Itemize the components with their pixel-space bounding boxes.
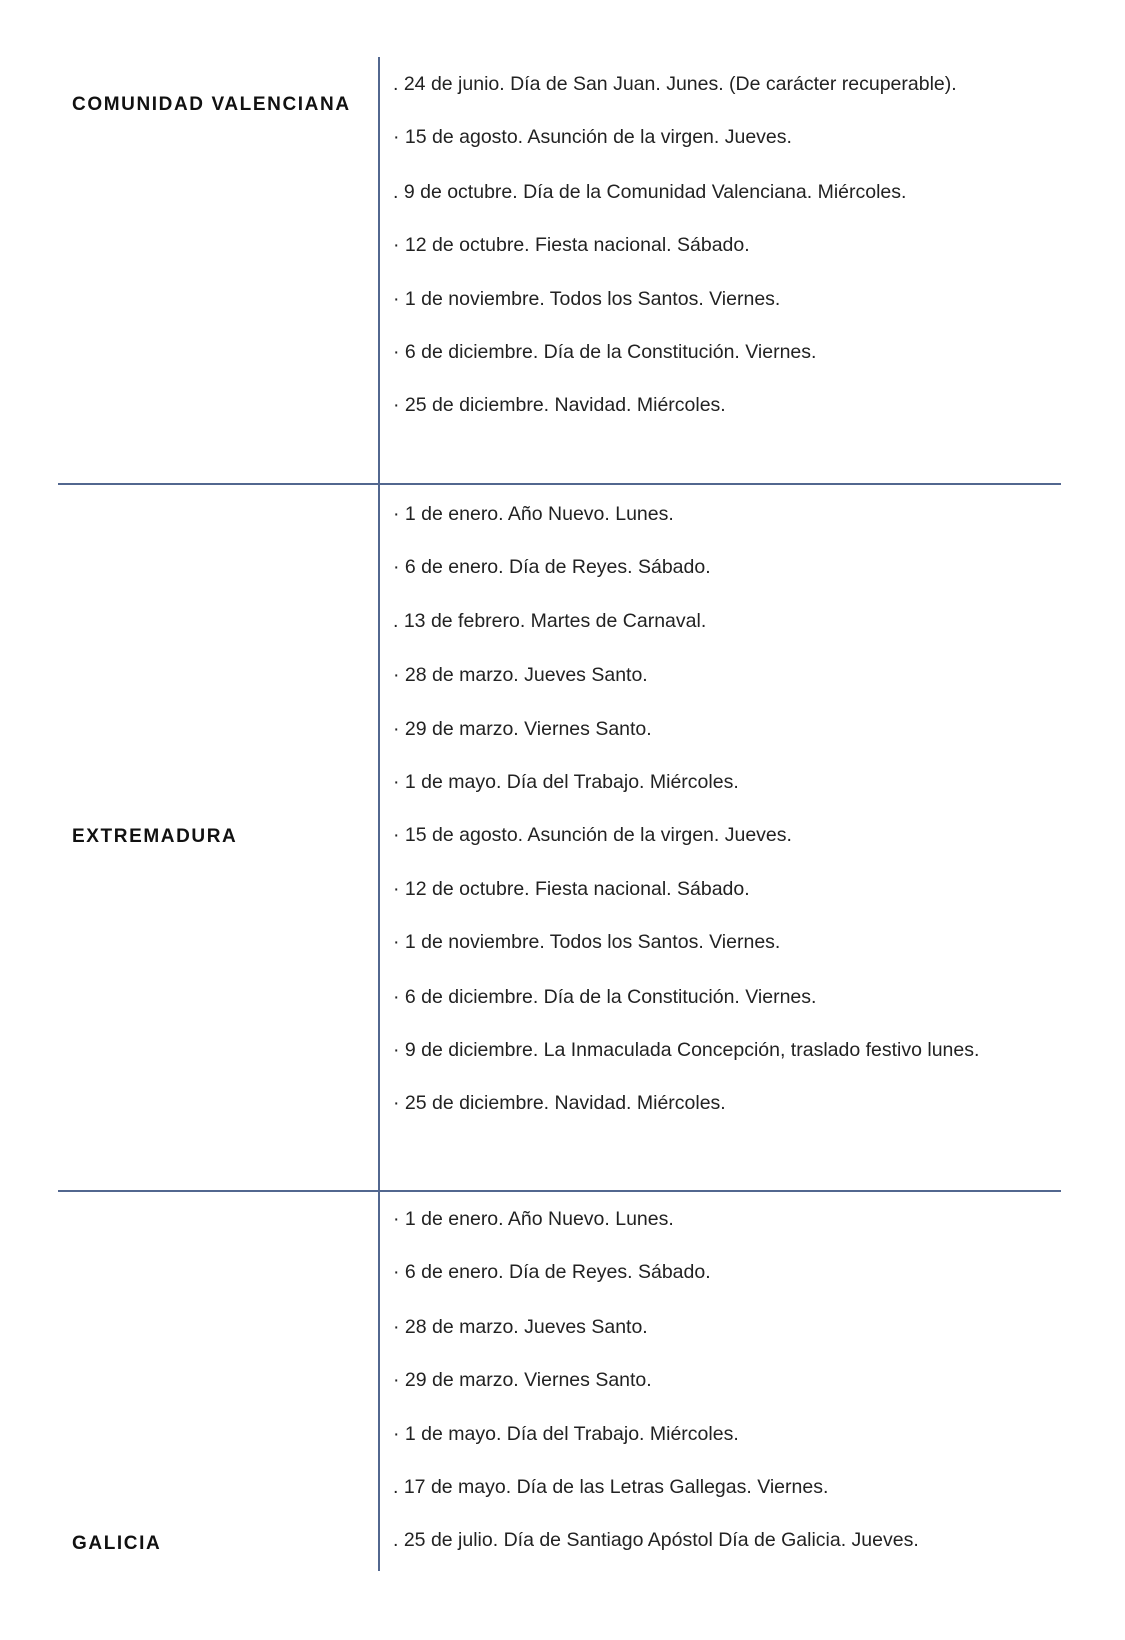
holiday-item: · 12 de octubre. Fiesta nacional. Sábado.: [393, 234, 750, 256]
holiday-item: · 6 de diciembre. Día de la Constitución. Viernes.: [393, 986, 817, 1008]
holiday-item: · 28 de marzo. Jueves Santo.: [393, 1316, 648, 1338]
holiday-item: · 6 de diciembre. Día de la Constitución. Viernes.: [393, 341, 817, 363]
holiday-item: · 29 de marzo. Viernes Santo.: [393, 718, 652, 740]
holiday-item: · 28 de marzo. Jueves Santo.: [393, 664, 648, 686]
holiday-item: · 25 de diciembre. Navidad. Miércoles.: [393, 1092, 726, 1114]
holiday-item: · 6 de enero. Día de Reyes. Sábado.: [393, 556, 711, 578]
holiday-item: . 9 de octubre. Día de la Comunidad Valenciana. Miércoles.: [393, 181, 907, 203]
holiday-item: · 1 de enero. Año Nuevo. Lunes.: [393, 503, 674, 525]
region-label-comunidad-valenciana: COMUNIDAD VALENCIANA: [72, 94, 351, 115]
region-label-galicia: GALICIA: [72, 1533, 162, 1554]
holiday-item: · 6 de enero. Día de Reyes. Sábado.: [393, 1261, 711, 1283]
holiday-item: · 25 de diciembre. Navidad. Miércoles.: [393, 394, 726, 416]
holiday-item: · 9 de diciembre. La Inmaculada Concepción, traslado festivo lunes.: [393, 1039, 980, 1061]
holiday-item: · 1 de enero. Año Nuevo. Lunes.: [393, 1208, 674, 1230]
holiday-item: . 25 de julio. Día de Santiago Apóstol Día de Galicia. Jueves.: [393, 1529, 919, 1551]
holiday-item: . 24 de junio. Día de San Juan. Junes. (De carácter recuperable).: [393, 73, 957, 95]
row-divider: [58, 483, 1061, 485]
holiday-item: · 12 de octubre. Fiesta nacional. Sábado.: [393, 878, 750, 900]
holiday-item: · 15 de agosto. Asunción de la virgen. Jueves.: [393, 824, 792, 846]
column-divider: [378, 57, 380, 1571]
holiday-item: · 1 de noviembre. Todos los Santos. Viernes.: [393, 931, 781, 953]
holiday-item: · 29 de marzo. Viernes Santo.: [393, 1369, 652, 1391]
holiday-item: · 1 de mayo. Día del Trabajo. Miércoles.: [393, 1423, 739, 1445]
holiday-item: · 1 de mayo. Día del Trabajo. Miércoles.: [393, 771, 739, 793]
holiday-item: . 17 de mayo. Día de las Letras Gallegas. Viernes.: [393, 1476, 829, 1498]
holiday-item: . 13 de febrero. Martes de Carnaval.: [393, 610, 707, 632]
holiday-item: · 1 de noviembre. Todos los Santos. Viernes.: [393, 288, 781, 310]
row-divider: [58, 1190, 1061, 1192]
region-label-extremadura: EXTREMADURA: [72, 826, 238, 847]
holiday-item: · 15 de agosto. Asunción de la virgen. Jueves.: [393, 126, 792, 148]
